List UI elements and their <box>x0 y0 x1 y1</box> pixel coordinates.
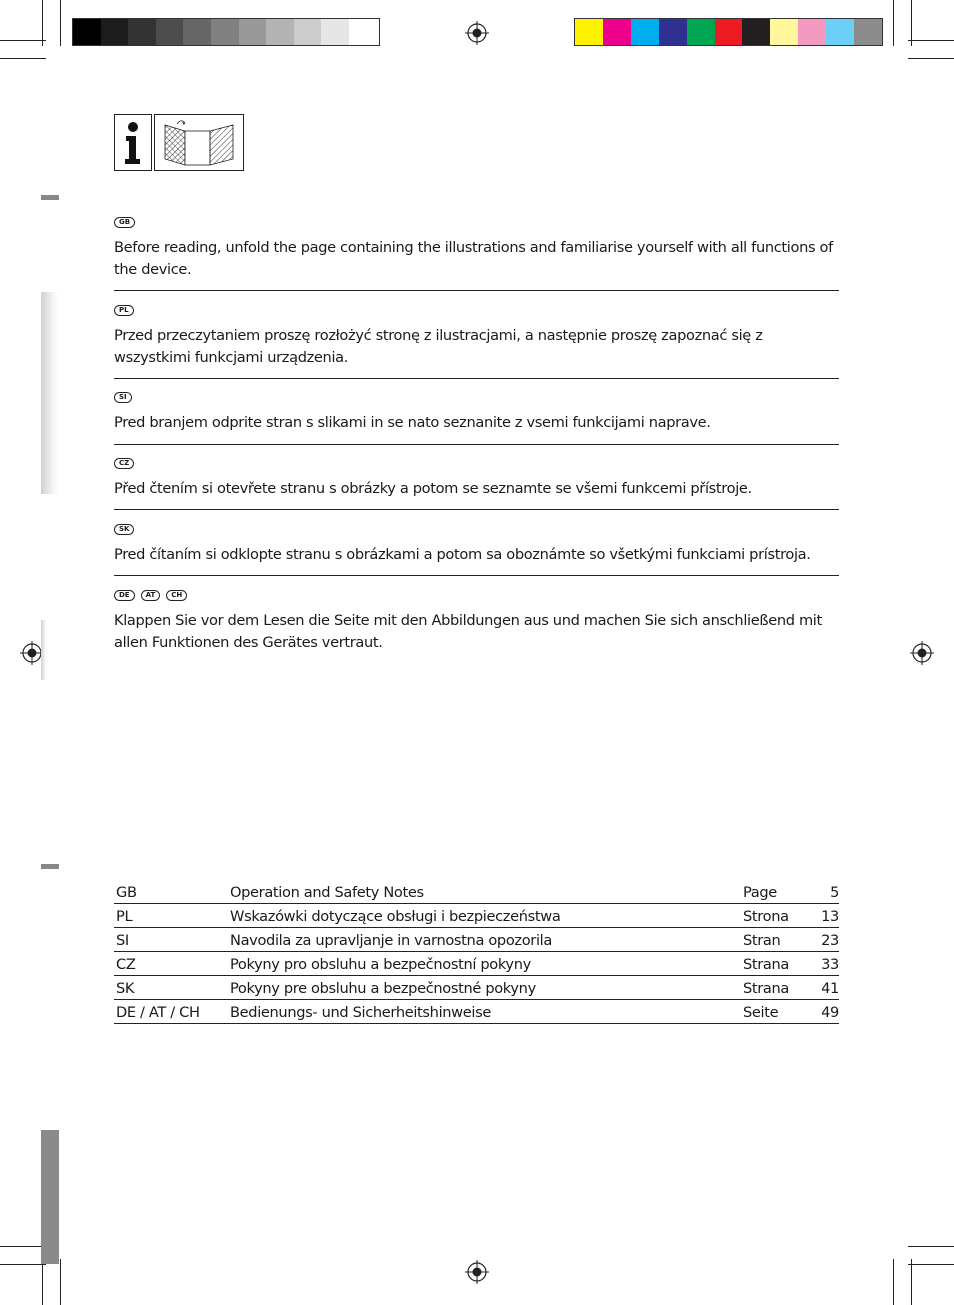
crop-mark <box>42 1259 43 1305</box>
crop-mark <box>911 0 912 46</box>
note-text: Pred branjem odprite stran s slikami in se nato seznanite z vsemi funkcijami naprave. <box>114 414 711 431</box>
language-note-de-at-ch <box>114 590 839 654</box>
crop-mark <box>893 1259 894 1305</box>
side-tab-marker <box>41 195 59 200</box>
page-number: 33 <box>801 952 839 976</box>
note-text: Pred čítaním si odklopte stranu s obrázkami a potom sa oboznámte so všetkými funkciami prístroja. <box>114 546 811 563</box>
section-title: Wskazówki dotyczące obsługi i bezpieczeństwa <box>228 904 741 928</box>
page-label: Seite <box>741 1000 801 1024</box>
section-title: Bedienungs- und Sicherheitshinweise <box>228 1000 741 1024</box>
table-row <box>114 904 839 928</box>
color-swatch <box>603 19 631 45</box>
country-badge: CZ <box>114 458 134 469</box>
registration-mark-icon <box>465 21 489 45</box>
page-number: 23 <box>801 928 839 952</box>
section-title: Pokyny pro obsluhu a bezpečnostní pokyny <box>228 952 741 976</box>
crop-mark <box>0 1264 46 1265</box>
color-swatch <box>770 19 798 45</box>
language-code: SK <box>114 976 228 1000</box>
gray-swatch <box>211 19 239 45</box>
gray-swatch <box>239 19 267 45</box>
country-badge: AT <box>141 590 161 601</box>
note-text: Before reading, unfold the page containing the illustrations and familiarise yourself with all functions of the device. <box>114 239 833 278</box>
crop-mark <box>60 0 61 46</box>
gray-swatch <box>156 19 184 45</box>
page-label: Strona <box>741 904 801 928</box>
gray-swatch <box>183 19 211 45</box>
section-divider <box>114 444 839 445</box>
language-note-si <box>114 392 839 434</box>
page-number: 13 <box>801 904 839 928</box>
table-row <box>114 1000 839 1024</box>
page-number: 49 <box>801 1000 839 1024</box>
country-badge: CH <box>166 590 187 601</box>
color-swatch <box>659 19 687 45</box>
side-tab-block <box>41 1130 59 1264</box>
color-swatch <box>575 19 603 45</box>
section-divider <box>114 290 839 291</box>
color-swatch <box>742 19 770 45</box>
color-swatch <box>826 19 854 45</box>
color-swatch <box>854 19 882 45</box>
side-tab-marker <box>41 864 59 869</box>
language-note-gb <box>114 217 839 281</box>
country-badges <box>114 217 839 231</box>
side-fade-strip <box>41 292 59 494</box>
country-badges <box>114 524 839 538</box>
gray-swatch <box>349 19 377 45</box>
gray-swatch <box>73 19 101 45</box>
country-badges <box>114 305 839 319</box>
page-number: 5 <box>801 880 839 904</box>
language-code: SI <box>114 928 228 952</box>
language-code: DE / AT / CH <box>114 1000 228 1024</box>
country-badge: SI <box>114 392 132 403</box>
section-title: Pokyny pre obsluhu a bezpečnostné pokyny <box>228 976 741 1000</box>
page-number: 41 <box>801 976 839 1000</box>
country-badges <box>114 590 839 604</box>
gray-swatch <box>101 19 129 45</box>
page-label: Page <box>741 880 801 904</box>
table-row <box>114 880 839 904</box>
crop-mark <box>911 1259 912 1305</box>
language-note-sk <box>114 524 839 566</box>
crop-mark <box>908 1264 954 1265</box>
section-divider <box>114 575 839 576</box>
country-badge: PL <box>114 305 134 316</box>
crop-mark <box>42 0 43 46</box>
gray-swatch <box>321 19 349 45</box>
section-title: Operation and Safety Notes <box>228 880 741 904</box>
grayscale-color-bar <box>72 18 380 46</box>
process-color-bar <box>574 18 883 46</box>
note-text: Před čtením si otevřete stranu s obrázky a potom se seznamte se všemi funkcemi přístroje. <box>114 480 752 497</box>
language-note-cz <box>114 458 839 500</box>
section-divider <box>114 509 839 510</box>
crop-mark <box>0 1246 46 1247</box>
crop-mark <box>908 58 954 59</box>
country-badges <box>114 392 839 406</box>
side-fade-strip <box>41 620 47 680</box>
language-code: CZ <box>114 952 228 976</box>
table-row <box>114 952 839 976</box>
section-title: Navodila za upravljanje in varnostna opozorila <box>228 928 741 952</box>
crop-mark <box>0 58 46 59</box>
gray-swatch <box>266 19 294 45</box>
page-label: Strana <box>741 952 801 976</box>
registration-mark-icon <box>910 641 934 665</box>
crop-mark <box>908 40 954 41</box>
crop-mark <box>908 1246 954 1247</box>
color-swatch <box>715 19 743 45</box>
page-label: Stran <box>741 928 801 952</box>
language-code: PL <box>114 904 228 928</box>
unfold-page-icon <box>154 114 244 171</box>
color-swatch <box>687 19 715 45</box>
country-badges <box>114 458 839 472</box>
language-code: GB <box>114 880 228 904</box>
country-badge: SK <box>114 524 134 535</box>
section-divider <box>114 378 839 379</box>
gray-swatch <box>128 19 156 45</box>
page-label: Strana <box>741 976 801 1000</box>
info-icon <box>114 114 152 171</box>
table-row <box>114 928 839 952</box>
color-swatch <box>631 19 659 45</box>
language-note-pl <box>114 305 839 369</box>
gray-swatch <box>294 19 322 45</box>
crop-mark <box>0 40 46 41</box>
note-text: Przed przeczytaniem proszę rozłożyć stronę z ilustracjami, a następnie proszę zapoznać się z wszystkimi funkcjami urządzenia. <box>114 327 763 366</box>
registration-mark-icon <box>465 1260 489 1284</box>
color-swatch <box>798 19 826 45</box>
crop-mark <box>893 0 894 46</box>
country-badge: GB <box>114 217 135 228</box>
crop-mark <box>60 1259 61 1305</box>
contents-table <box>114 880 839 1024</box>
note-text: Klappen Sie vor dem Lesen die Seite mit den Abbildungen aus und machen Sie sich anschließend mit allen Funktionen des Gerätes vertraut. <box>114 612 822 651</box>
country-badge: DE <box>114 590 135 601</box>
table-row <box>114 976 839 1000</box>
